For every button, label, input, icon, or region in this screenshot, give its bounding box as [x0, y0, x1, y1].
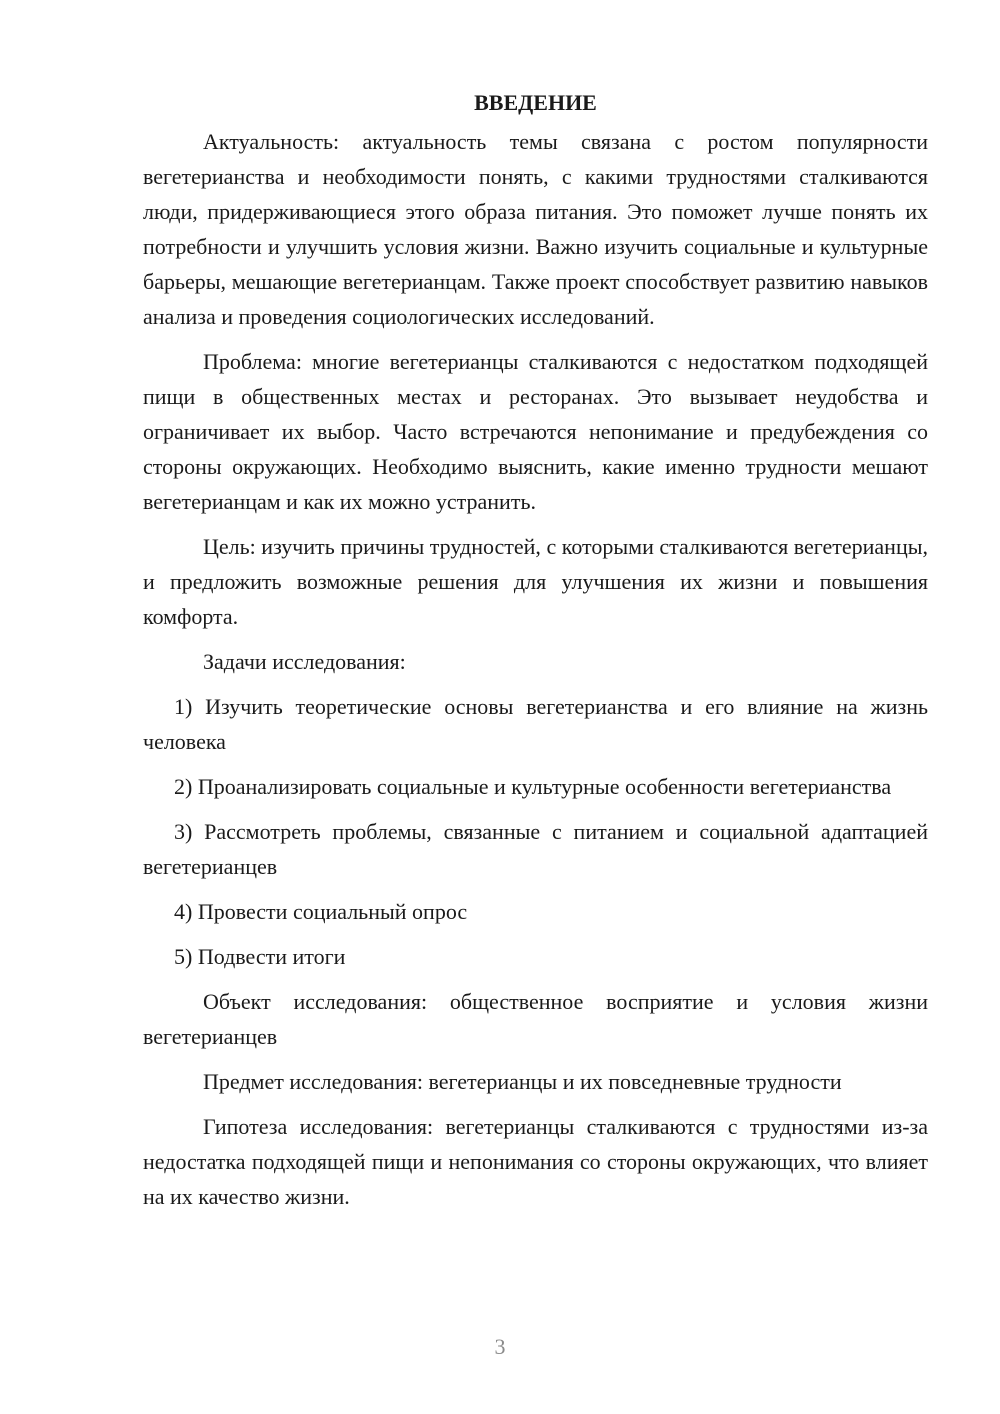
list-item: 2) Проанализировать социальные и культурные особенности вегетерианства — [174, 774, 892, 799]
list-item: 5) Подвести итоги — [174, 944, 346, 969]
paragraph-object: Объект исследования: общественное восприятие и условия жизни вегетерианцев — [143, 989, 928, 1049]
tasks-title: Задачи исследования: — [203, 649, 406, 674]
list-item: 3) Рассмотреть проблемы, связанные с питанием и социальной адаптацией вегетерианцев — [143, 819, 928, 879]
paragraph-goal: Цель: изучить причины трудностей, с которыми сталкиваются вегетерианцы, и предложить возможные решения для улучшения их жизни и повышения комфорта. — [143, 534, 928, 629]
page-title: ВВЕДЕНИЕ — [474, 90, 597, 115]
tasks-list — [143, 689, 928, 974]
paragraph-problem: Проблема: многие вегетерианцы сталкиваются с недостатком подходящей пищи в общественных местах и ресторанах. Это вызывает неудобства и ограничивает их выбор. Часто встречаются непонимание и предубеждения со стороны окружающих. Необходимо выяснить, какие именно трудности мешают вегетерианцам и как их можно устранить. — [143, 349, 928, 514]
paragraph-subject: Предмет исследования: вегетерианцы и их повседневные трудности — [203, 1069, 842, 1094]
list-item: 4) Провести социальный опрос — [174, 899, 468, 924]
page-number: 3 — [494, 1334, 506, 1359]
paragraph-hypothesis: Гипотеза исследования: вегетерианцы сталкиваются с трудностями из-за недостатка подходящей пищи и непонимания со стороны окружающих, что влияет на их качество жизни. — [143, 1114, 928, 1209]
paragraph-relevance: Актуальность: актуальность темы связана с ростом популярности вегетерианства и необходимости понять, с какими трудностями сталкиваются люди, придерживающиеся этого образа питания. Это поможет лучше понять их потребности и улучшить условия жизни. Важно изучить социальные и культурные барьеры, мешающие вегетерианцам. Также проект способствует развитию навыков анализа и проведения социологических исследований. — [143, 129, 928, 329]
document-page — [143, 88, 928, 1224]
list-item: 1) Изучить теоретические основы вегетерианства и его влияние на жизнь человека — [143, 694, 928, 754]
